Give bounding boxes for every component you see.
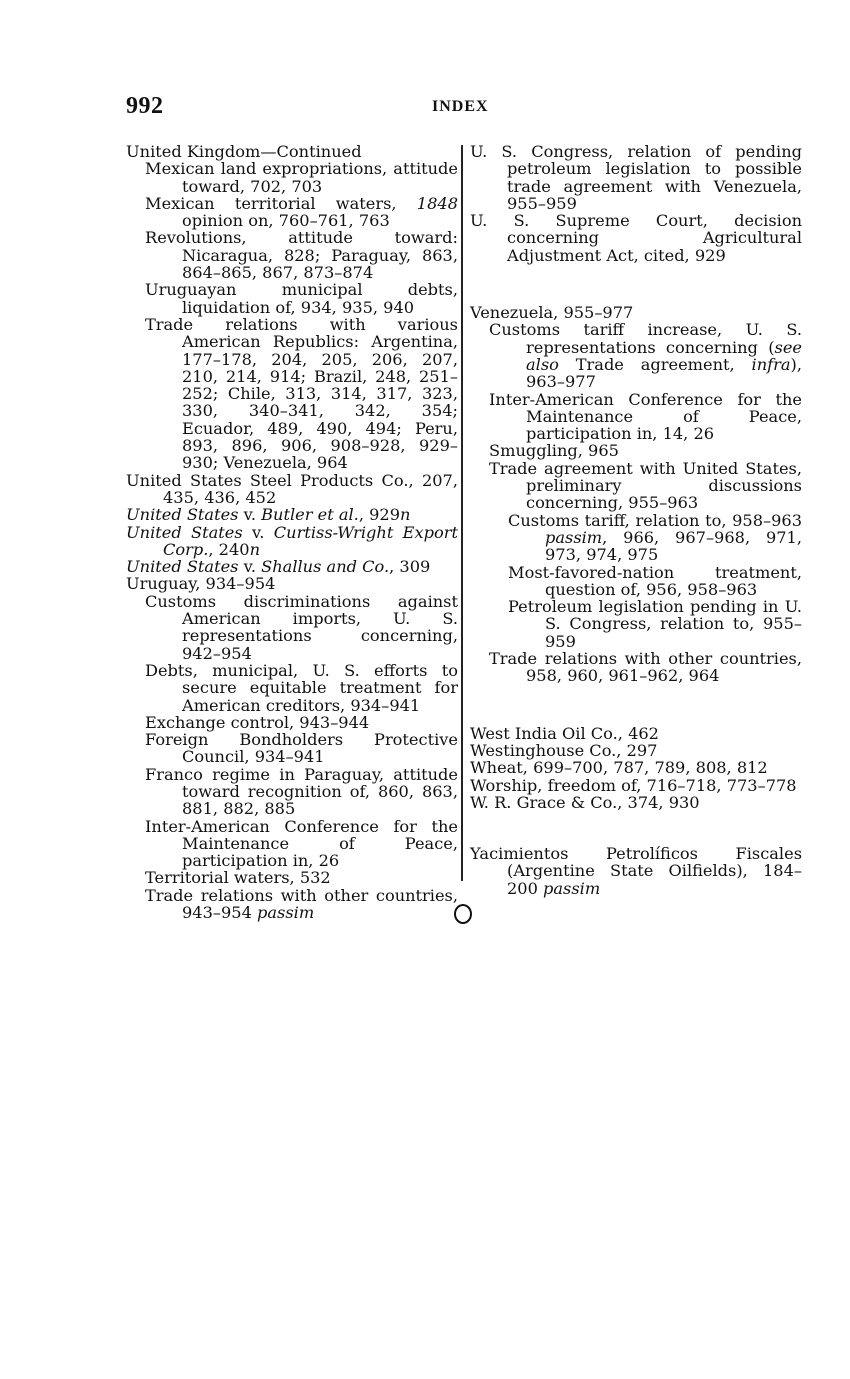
entry-text: Customs discriminations against American imports, U. S. representations concerning, 942–954 xyxy=(145,591,458,663)
index-entry xyxy=(126,575,458,592)
entry-text: Trade relations with various American Republics: Argentina, 177–178, 204, 205, 206, 207, 210, 214, 914; Brazil, 248, 251–252; Chile, 313, 314, 317, 323, 330, 340–341, 342, 354; Ecuador, 489, 490, 494; Peru, 893, 896, 906, 908–928, 929–930; Venezuela, 964 xyxy=(145,314,458,473)
index-subentry xyxy=(126,316,458,472)
entry-spacer xyxy=(470,685,802,725)
entry-text: Worship, freedom of, 716–718, 773–778 xyxy=(470,775,797,795)
index-subentry xyxy=(126,281,458,316)
entry-text: Most-favored-nation treatment, question of, 956, 958–963 xyxy=(508,562,802,599)
index-entry xyxy=(470,725,802,742)
entry-text: , 929 xyxy=(358,505,401,525)
entry-text: Foreign Bondholders Protective Council, 934–941 xyxy=(145,730,458,767)
entry-spacer xyxy=(470,264,802,304)
entry-text: Trade agreement with United States, preliminary discussions concerning, 955–963 xyxy=(489,458,802,513)
entry-text: W. R. Grace & Co., 374, 930 xyxy=(470,792,700,812)
entry-text: v. xyxy=(242,522,274,542)
page-end-ornament xyxy=(454,904,472,924)
entry-text: Uruguay, 934–954 xyxy=(126,574,276,594)
index-entry xyxy=(126,506,458,523)
index-entry xyxy=(470,794,802,811)
entry-text: , 309 xyxy=(389,557,431,577)
entry-text-italic: 1848 xyxy=(416,193,458,213)
index-subentry xyxy=(126,766,458,818)
index-entry xyxy=(470,845,802,897)
index-subentry xyxy=(126,731,458,766)
index-entry xyxy=(126,143,458,160)
entry-text: Wheat, 699–700, 787, 789, 808, 812 xyxy=(470,758,768,778)
entry-text: v. xyxy=(238,557,262,577)
index-subentry xyxy=(470,321,802,390)
index-subentry xyxy=(126,160,458,195)
entry-text: Trade agreement, xyxy=(558,354,752,374)
page-number: 992 xyxy=(126,93,164,119)
index-entry xyxy=(470,143,802,212)
entry-text-italic: United States xyxy=(126,505,239,525)
entry-text: West India Oil Co., 462 xyxy=(470,723,659,743)
entry-text: Customs tariff, relation to, 958–963 xyxy=(508,510,802,530)
entry-text: opinion on, 760–761, 763 xyxy=(182,211,390,231)
entry-text-italic: infra xyxy=(751,354,791,374)
entry-text: Westinghouse Co., 297 xyxy=(470,740,658,760)
entry-text: United Kingdom—Continued xyxy=(126,142,362,161)
entry-text: Mexican territorial waters, xyxy=(145,193,417,213)
index-subentry xyxy=(126,869,458,886)
index-entry xyxy=(126,472,458,507)
index-subentry xyxy=(126,714,458,731)
index-subentry xyxy=(126,593,458,662)
running-head: INDEX xyxy=(432,98,489,115)
entry-text: Uruguayan municipal debts, liquidation of, 934, 935, 940 xyxy=(145,280,458,317)
entry-text: , 240 xyxy=(208,539,250,559)
entry-text: , 966, 967–968, 971, 973, 974, 975 xyxy=(545,527,802,565)
entry-spacer xyxy=(470,811,802,845)
index-subentry xyxy=(470,564,802,599)
index-subentry xyxy=(126,195,458,230)
entry-text: Trade relations with other countries, 943–954 xyxy=(145,885,458,923)
entry-text: United States Steel Products Co., 207, 435, 436, 452 xyxy=(126,470,458,507)
entry-text-italic: Curtiss-Wright Export Corp. xyxy=(163,522,458,559)
entry-text-italic: Butler et al. xyxy=(261,505,359,525)
index-subentry xyxy=(126,229,458,281)
entry-text-italic: Shallus and Co. xyxy=(261,557,390,577)
entry-text-italic: see also xyxy=(526,337,802,374)
index-entry xyxy=(470,777,802,794)
column-divider xyxy=(461,145,463,881)
entry-text-italic: United States xyxy=(126,557,239,577)
index-column-right xyxy=(470,143,802,897)
entry-text: v. xyxy=(238,505,262,525)
entry-text-italic: n xyxy=(400,505,411,525)
index-entry xyxy=(126,524,458,559)
entry-text: Smuggling, 965 xyxy=(489,441,619,461)
entry-text: Inter-American Conference for the Maintenance of Peace, participation in, 14, 26 xyxy=(489,389,802,444)
index-subentry xyxy=(126,662,458,714)
index-subentry xyxy=(470,512,802,564)
index-entry xyxy=(470,759,802,776)
entry-text: Mexican land expropriations, attitude toward, 702, 703 xyxy=(145,159,458,196)
entry-text: Debts, municipal, U. S. efforts to secure equitable treatment for American creditors, 934–941 xyxy=(145,660,458,715)
entry-text-italic: passim xyxy=(257,903,315,923)
entry-text-italic: n xyxy=(249,539,261,559)
entry-text: Customs tariff increase, U. S. representations concerning ( xyxy=(489,320,802,357)
index-column-left xyxy=(126,143,458,921)
index-entry xyxy=(470,212,802,264)
entry-text: Yacimientos Petrolíficos Fiscales (Argentine State Oilfields), 184–200 xyxy=(470,844,802,898)
entry-text: Franco regime in Paraguay, attitude toward recognition of, 860, 863, 881, 882, 885 xyxy=(145,764,458,819)
entry-text: Venezuela, 955–977 xyxy=(470,303,634,323)
index-subentry xyxy=(126,818,458,870)
index-entry xyxy=(470,304,802,321)
index-subentry xyxy=(470,442,802,459)
entry-text-italic: passim xyxy=(545,527,603,547)
index-subentry xyxy=(126,887,458,922)
entry-text: Petroleum legislation pending in U. S. Congress, relation to, 955–959 xyxy=(508,597,802,651)
entry-text: U. S. Supreme Court, decision concerning Agricultural Adjustment Act, cited, 929 xyxy=(470,211,802,265)
index-subentry xyxy=(470,391,802,443)
entry-text: U. S. Congress, relation of pending petroleum legislation to possible trade agreement with Venezuela, 955–959 xyxy=(470,142,802,213)
index-entry xyxy=(126,558,458,575)
entry-text-italic: United States xyxy=(126,522,243,542)
index-subentry xyxy=(470,460,802,512)
entry-text: ), 963–977 xyxy=(526,354,802,392)
index-entry xyxy=(470,742,802,759)
entry-text: Inter-American Conference for the Maintenance of Peace, participation in, 26 xyxy=(145,816,458,871)
entry-text: Territorial waters, 532 xyxy=(145,868,331,888)
index-subentry xyxy=(470,650,802,685)
entry-text-italic: passim xyxy=(543,878,601,898)
index-subentry xyxy=(470,598,802,650)
entry-text: Trade relations with other countries, 958, 960, 961–962, 964 xyxy=(489,649,802,686)
entry-text: Exchange control, 943–944 xyxy=(145,712,370,732)
entry-text: Revolutions, attitude toward: Nicaragua, 828; Paraguay, 863, 864–865, 867, 873–874 xyxy=(145,228,458,283)
